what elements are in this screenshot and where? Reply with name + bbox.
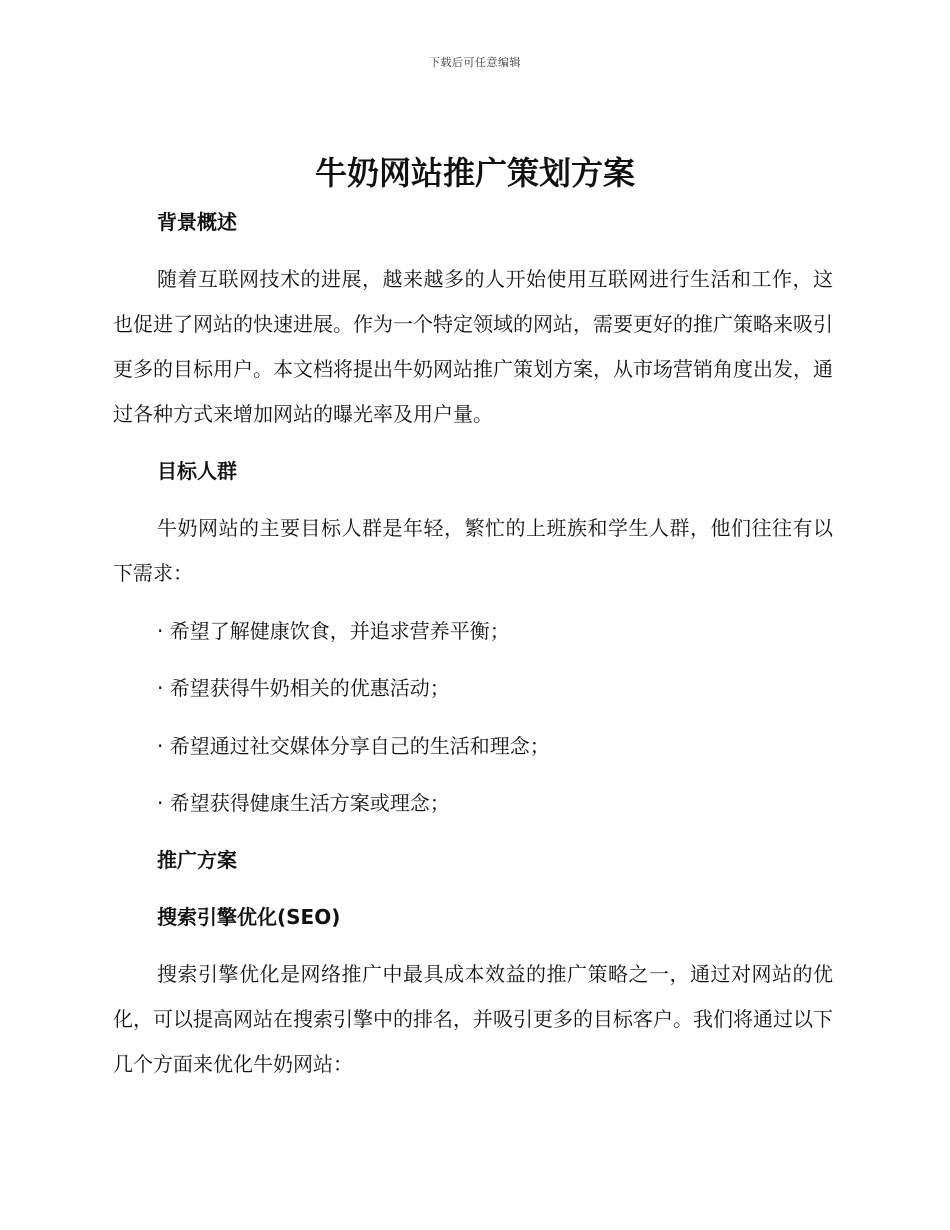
audience-bullet-1: · 希望了解健康饮食，并追求营养平衡； — [157, 619, 510, 643]
document-title: 牛奶网站推广策划方案 — [314, 154, 635, 192]
background-heading: 背景概述 — [157, 210, 237, 234]
audience-bullet-3: · 希望通过社交媒体分享自己的生活和理念； — [157, 734, 550, 758]
seo-paragraph: 搜索引擎优化是网络推广中最具成本效益的推广策略之一，通过对网站的优化，可以提高网站在搜索引擎中的排名，并吸引更多的目标客户。我们将通过以下几个方面来优化牛奶网站： — [113, 962, 833, 1076]
background-paragraph: 随着互联网技术的进展，越来越多的人开始使用互联网进行生活和工作，这也促进了网站的快速进展。作为一个特定领域的网站，需要更好的推广策略来吸引更多的目标用户。本文档将提出牛奶网站推广策划方案，从市场营销角度出发，通过各种方式来增加网站的曝光率及用户量。 — [113, 267, 833, 426]
page-header: 下载后可任意编辑 — [429, 56, 521, 69]
audience-heading: 目标人群 — [157, 459, 237, 483]
audience-paragraph: 牛奶网站的主要目标人群是年轻，繁忙的上班族和学生人群，他们往往有以下需求： — [113, 516, 833, 585]
audience-bullet-2: · 希望获得牛奶相关的优惠活动； — [157, 676, 450, 700]
audience-bullet-4: · 希望获得健康生活方案或理念； — [157, 791, 450, 815]
promotion-heading: 推广方案 — [157, 848, 237, 872]
seo-heading: 搜索引擎优化(SEO) — [157, 905, 341, 929]
